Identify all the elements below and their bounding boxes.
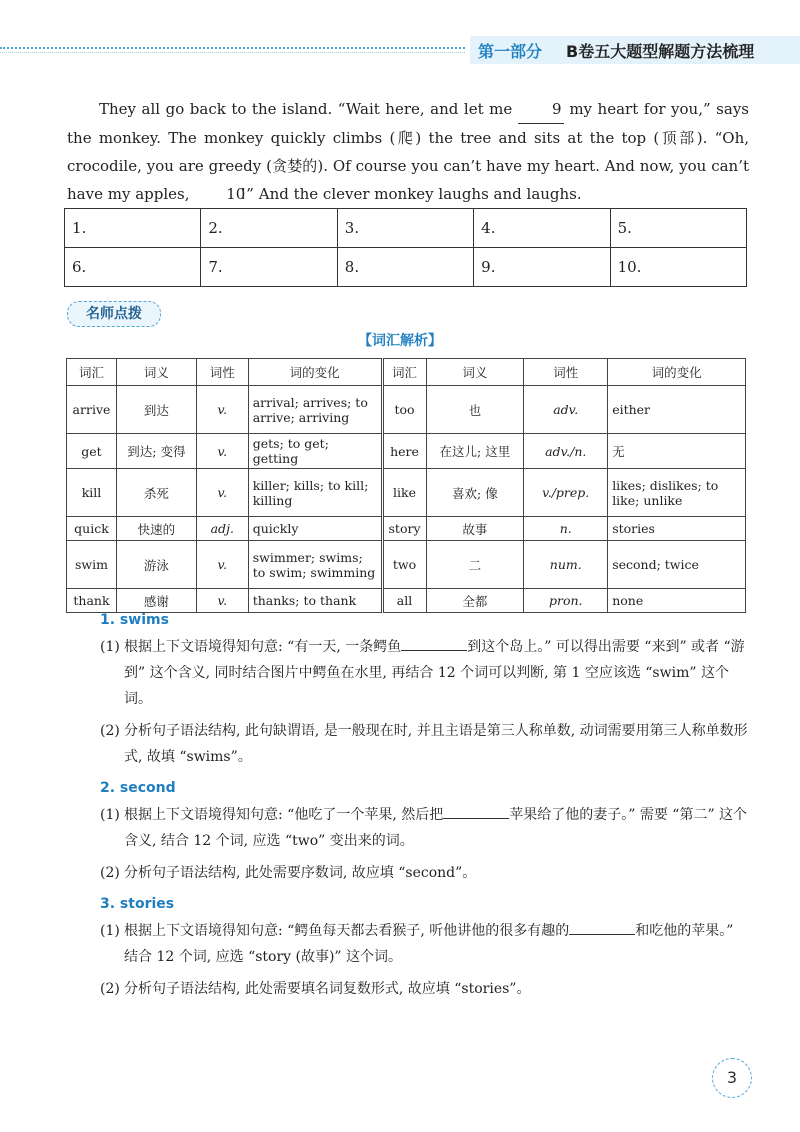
vocab-pos: v. [196, 541, 248, 589]
answer-cell: 3. [337, 209, 473, 248]
vocab-meaning: 感谢 [116, 589, 196, 613]
vocab-header: 词的变化 [248, 359, 382, 386]
point-number: (2) [100, 865, 120, 881]
vocab-pos: adv./n. [524, 434, 608, 469]
answer-row [65, 248, 747, 287]
vocab-meaning: 二 [426, 541, 524, 589]
point-number: (2) [100, 981, 120, 997]
answer-cell: 10. [610, 248, 746, 287]
vocab-title: 【词汇解析】 [358, 333, 442, 349]
vocab-table [66, 358, 746, 613]
vocab-word: arrive [67, 386, 117, 434]
answer-gap [443, 804, 509, 819]
vocab-word: swim [67, 541, 117, 589]
vocab-header-row [67, 359, 746, 386]
vocab-word: too [382, 386, 426, 434]
vocab-forms: thanks; to thank [248, 589, 382, 613]
vocab-pos: adv. [524, 386, 608, 434]
vocab-forms: none [608, 589, 746, 613]
answer-cell: 5. [610, 209, 746, 248]
point-text: 根据上下文语境得知句意: “他吃了一个苹果, 然后把 [124, 807, 444, 823]
point-text: 到这个岛上。” 可以得出需要 “来到” 或者 “游到” 这个含义, 同时结合图片中鳄鱼在水里, 再结合 12 个词可以判断, 第 1 空应该选 “swim” 这个词。 [124, 639, 745, 707]
vocab-header: 词汇 [67, 359, 117, 386]
vocab-header: 词义 [426, 359, 524, 386]
answer-cell: 6. [65, 248, 201, 287]
vocab-forms: second; twice [608, 541, 746, 589]
answer-grid [64, 208, 747, 287]
header-rule-light [0, 52, 465, 53]
vocab-meaning: 也 [426, 386, 524, 434]
vocab-forms: either [608, 386, 746, 434]
answer-row [65, 209, 747, 248]
vocab-meaning: 喜欢; 像 [426, 469, 524, 517]
vocab-meaning: 故事 [426, 517, 524, 541]
vocab-word: get [67, 434, 117, 469]
passage-text-3: !” And the clever monkey laughs and laughs. [240, 185, 582, 203]
blank-9: 9 [518, 95, 564, 124]
vocab-word: two [382, 541, 426, 589]
vocab-word: story [382, 517, 426, 541]
vocab-word: like [382, 469, 426, 517]
vocab-word: all [382, 589, 426, 613]
point-text: 根据上下文语境得知句意: “鳄鱼每天都去看猴子, 听他讲他的很多有趣的 [124, 923, 570, 939]
vocab-word: kill [67, 469, 117, 517]
vocab-row [67, 469, 746, 517]
answer-cell: 9. [474, 248, 610, 287]
analysis-point [100, 634, 750, 712]
analysis-point [100, 976, 750, 1002]
vocab-row [67, 386, 746, 434]
vocab-meaning: 游泳 [116, 541, 196, 589]
vocab-pos: pron. [524, 589, 608, 613]
vocab-header: 词的变化 [608, 359, 746, 386]
analysis-title: 2. second [100, 780, 176, 796]
vocab-meaning: 杀死 [116, 469, 196, 517]
answer-cell: 7. [201, 248, 337, 287]
analysis-point [100, 918, 750, 970]
point-text: 分析句子语法结构, 此处需要填名词复数形式, 故应填 “stories”。 [124, 981, 531, 997]
vocab-header: 词性 [196, 359, 248, 386]
point-text: 苹果给了他的妻子。” 需要 “第二” 这个含义, 结合 12 个词, 应选 “two” 变出来的词。 [124, 807, 748, 849]
analysis-point [100, 860, 750, 886]
vocab-forms: swimmer; swims; to swim; swimming [248, 541, 382, 589]
analysis-point [100, 802, 750, 854]
vocab-pos: num. [524, 541, 608, 589]
vocab-meaning: 快速的 [116, 517, 196, 541]
point-text: 根据上下文语境得知句意: “有一天, 一条鳄鱼 [124, 639, 402, 655]
analysis-title: 3. stories [100, 896, 175, 912]
vocab-meaning: 到达 [116, 386, 196, 434]
vocab-word: here [382, 434, 426, 469]
vocab-header: 词义 [116, 359, 196, 386]
point-text: 分析句子语法结构, 此句缺谓语, 是一般现在时, 并且主语是第三人称单数, 动词需要用第三人称单数形式, 故填 “swims”。 [124, 723, 748, 765]
vocab-row [67, 541, 746, 589]
answer-cell: 1. [65, 209, 201, 248]
answer-gap [401, 636, 467, 651]
vocab-row [67, 589, 746, 613]
answer-cell: 8. [337, 248, 473, 287]
vocab-row [67, 434, 746, 469]
vocab-meaning: 在这儿; 这里 [426, 434, 524, 469]
point-text: 分析句子语法结构, 此处需要序数词, 故应填 “second”。 [124, 865, 477, 881]
vocab-meaning: 全都 [426, 589, 524, 613]
vocab-pos: adj. [196, 517, 248, 541]
point-number: (1) [100, 639, 120, 655]
header-title: B卷五大题型解题方法梳理 [566, 42, 755, 61]
vocab-forms: 无 [608, 434, 746, 469]
vocab-pos: v. [196, 589, 248, 613]
blank-10: 10 [194, 180, 240, 209]
header-rule [0, 47, 465, 49]
passage-text-2: my heart for you,” says the monkey. The monkey quickly climbs (爬) the tree and sits at the top (顶部). “Oh, crocodile, you are greedy (贪婪的). Of course you can’t have my heart. And now, you can’t have my apples, [67, 100, 749, 203]
point-number: (1) [100, 807, 120, 823]
point-number: (2) [100, 723, 120, 739]
vocab-forms: gets; to get; getting [248, 434, 382, 469]
passage [67, 95, 749, 209]
vocab-forms: killer; kills; to kill; killing [248, 469, 382, 517]
point-text: 和吃他的苹果。” 结合 12 个词, 应选 “story (故事)” 这个词。 [124, 923, 734, 965]
vocab-pos: n. [524, 517, 608, 541]
vocab-word: quick [67, 517, 117, 541]
vocab-forms: arrival; arrives; to arrive; arriving [248, 386, 382, 434]
answer-cell: 4. [474, 209, 610, 248]
vocab-pos: v. [196, 434, 248, 469]
analysis-list [100, 612, 750, 1002]
analysis-title: 1. swims [100, 612, 169, 628]
vocab-pos: v./prep. [524, 469, 608, 517]
page-number: 3 [712, 1058, 752, 1098]
vocab-forms: quickly [248, 517, 382, 541]
vocab-word: thank [67, 589, 117, 613]
point-number: (1) [100, 923, 120, 939]
vocab-pos: v. [196, 386, 248, 434]
answer-gap [569, 920, 635, 935]
tip-label: 名师点拨 [67, 301, 161, 327]
vocab-header: 词汇 [382, 359, 426, 386]
passage-text-1: They all go back to the island. “Wait here, and let me [99, 100, 513, 118]
vocab-row [67, 517, 746, 541]
passage-paragraph [67, 95, 749, 209]
vocab-meaning: 到达; 变得 [116, 434, 196, 469]
analysis-point [100, 718, 750, 770]
header-part: 第一部分 [478, 42, 543, 61]
vocab-forms: stories [608, 517, 746, 541]
vocab-forms: likes; dislikes; to like; unlike [608, 469, 746, 517]
answer-cell: 2. [201, 209, 337, 248]
vocab-pos: v. [196, 469, 248, 517]
vocab-header: 词性 [524, 359, 608, 386]
